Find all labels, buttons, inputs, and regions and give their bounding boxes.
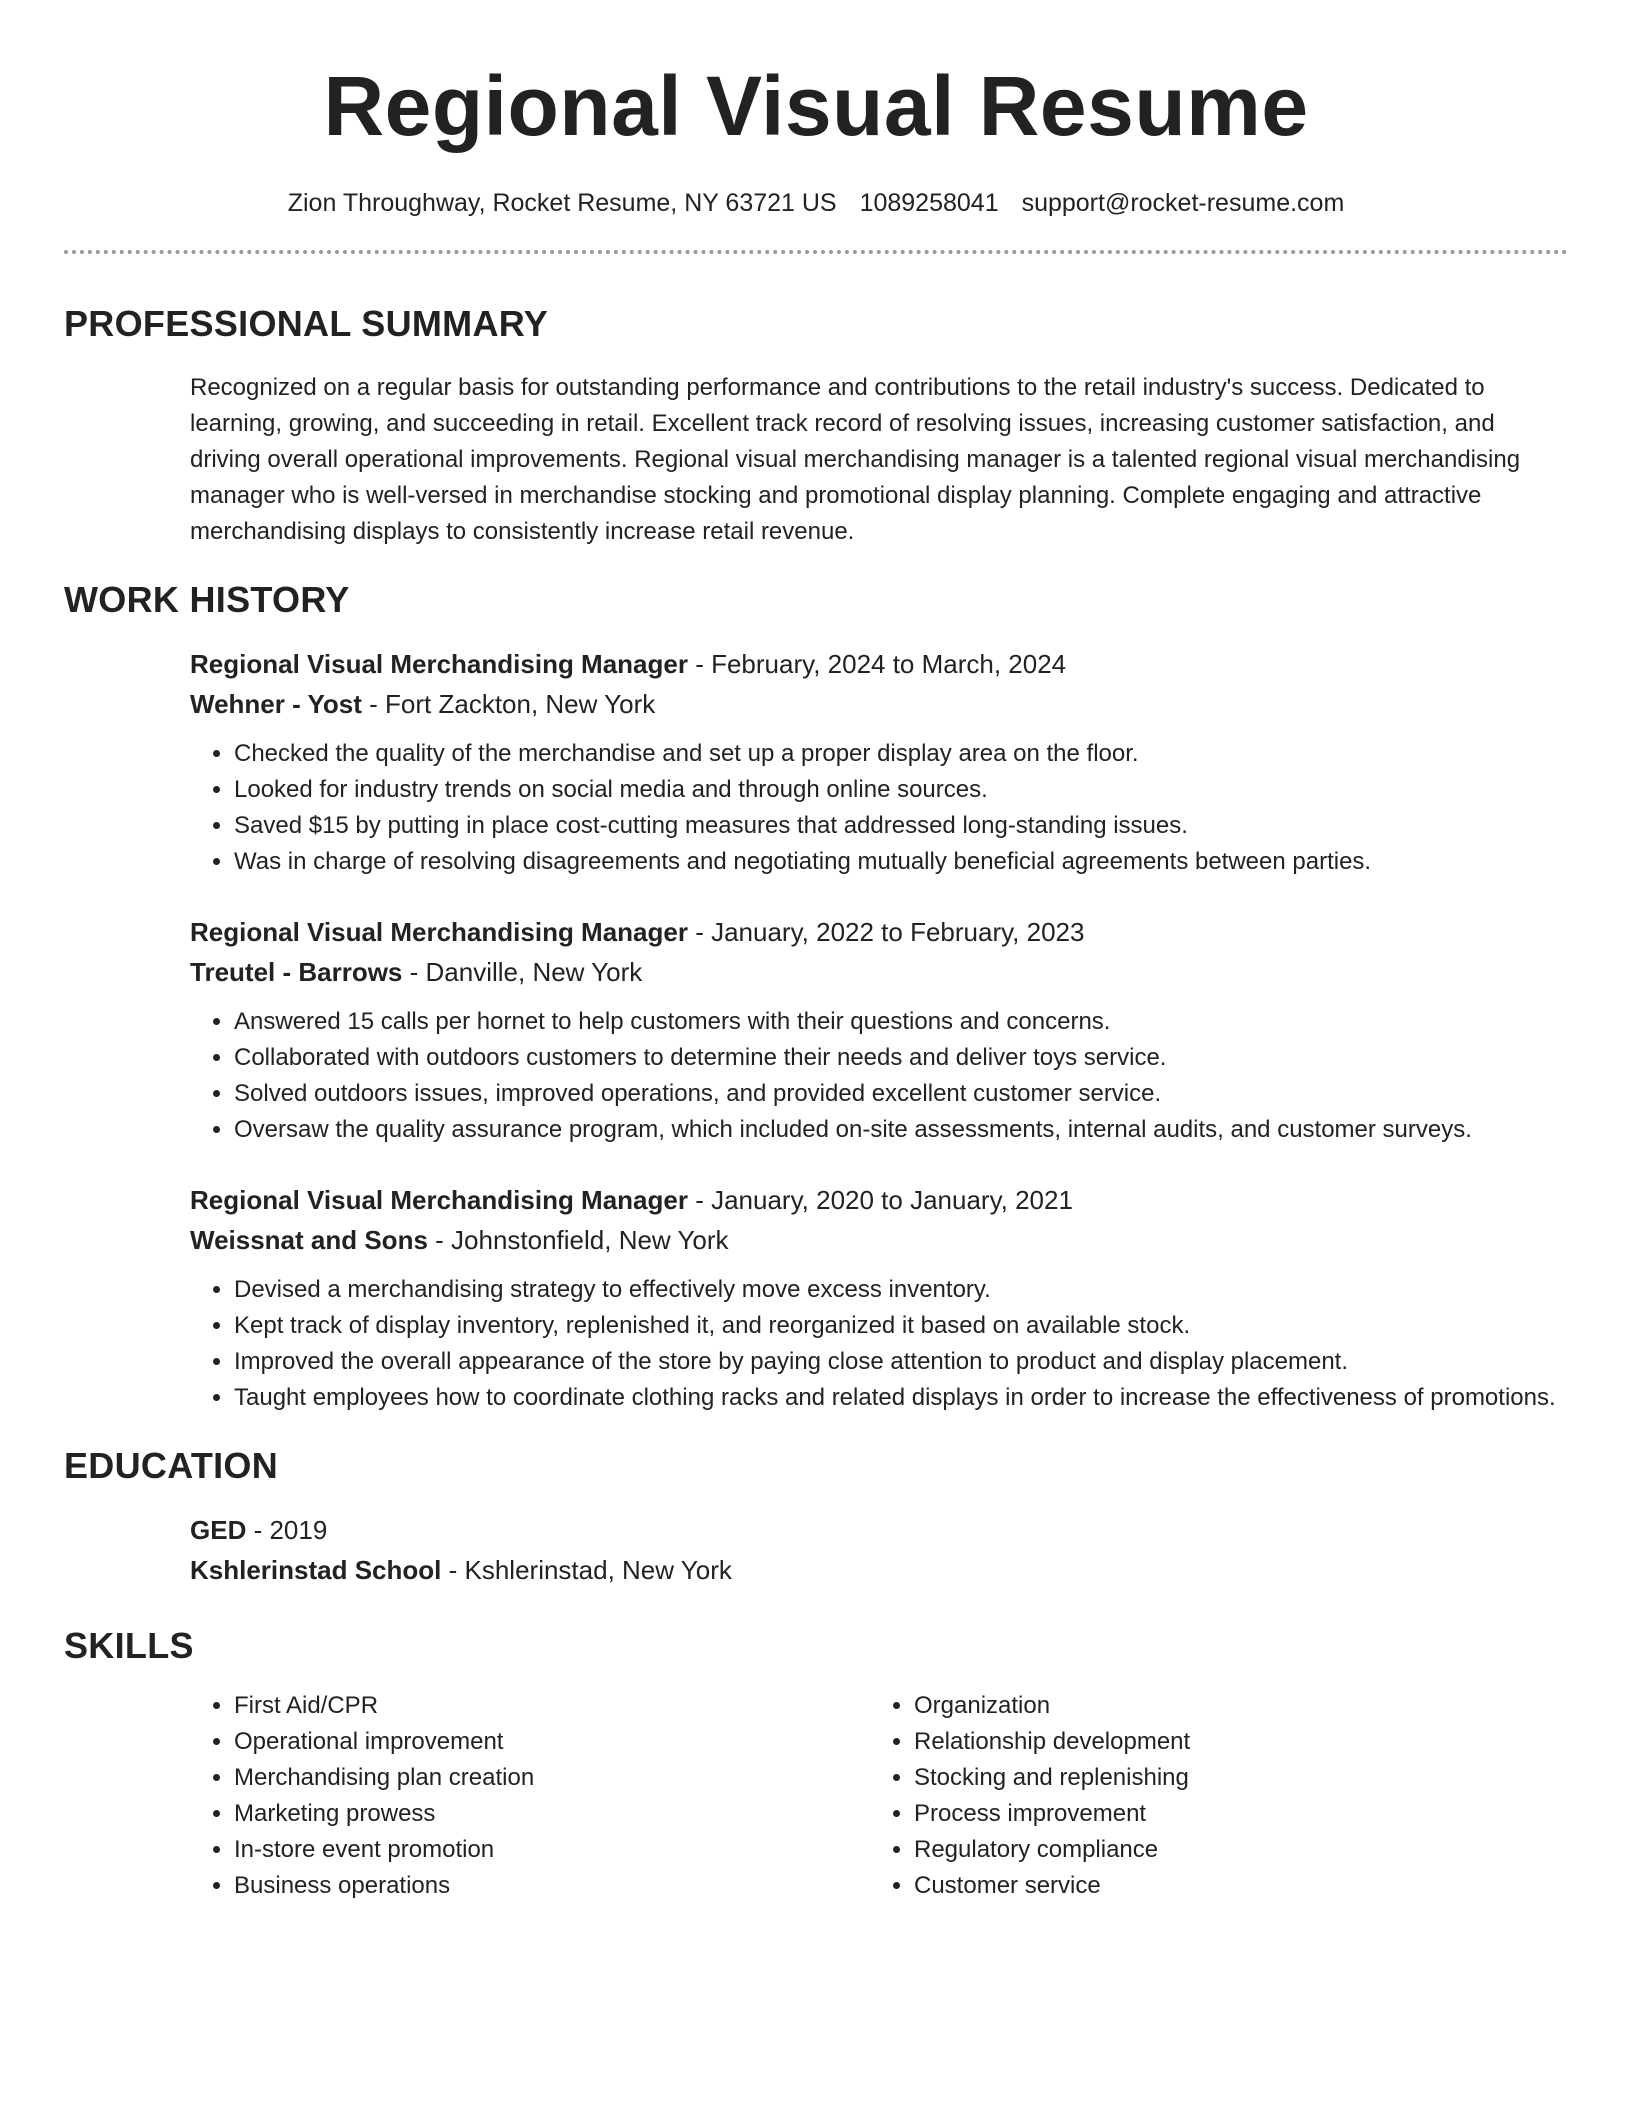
- summary-title: PROFESSIONAL SUMMARY: [64, 303, 549, 344]
- job-bullets: [190, 1004, 1560, 1148]
- education-section: [64, 1444, 1568, 1590]
- summary-section: [64, 302, 1568, 550]
- job-bullet: • Devised a merchandising strategy to effectively move excess inventory.: [234, 1272, 1560, 1308]
- resume-page: [64, 0, 1568, 1904]
- header-divider: [64, 250, 1568, 254]
- summary-text: Recognized on a regular basis for outstanding performance and contributions to the retail industry's success. Dedicated to learning, growing, and succeeding in retail. Excellent track record of resolving issues, increasing customer satisfaction, and driving overall operational improvements. Regional visual merchandising manager is a talented regional visual merchandising manager who is well-versed in merchandise stocking and promotional display planning. Complete engaging and attractive merchandising displays to consistently increase retail revenue.: [190, 374, 1521, 545]
- job-company-line: [190, 1220, 1560, 1260]
- skill-item: • Customer service: [914, 1868, 1550, 1904]
- job-role-line: [190, 644, 1560, 684]
- job-bullet: • Kept track of display inventory, replenished it, and reorganized it based on available stock.: [234, 1308, 1560, 1344]
- job-location: - Fort Zackton, New York: [361, 689, 656, 719]
- job-role: Regional Visual Merchandising Manager: [190, 1185, 688, 1215]
- skill-item: • Business operations: [234, 1868, 870, 1904]
- job-location: - Danville, New York: [402, 957, 643, 987]
- job-dates: - January, 2020 to January, 2021: [687, 1185, 1073, 1215]
- job-entry: [190, 644, 1560, 880]
- job-bullet: • Checked the quality of the merchandise and set up a proper display area on the floor.: [234, 736, 1560, 772]
- contact-phone: 1089258041: [859, 189, 999, 217]
- education-school: Kshlerinstad School: [190, 1555, 442, 1585]
- skills-section: [64, 1624, 1568, 1904]
- work-section: [64, 578, 1568, 1416]
- job-bullet: • Solved outdoors issues, improved operations, and provided excellent customer service.: [234, 1076, 1560, 1112]
- education-degree-line: [190, 1510, 1560, 1550]
- job-dates: - February, 2024 to March, 2024: [687, 649, 1067, 679]
- job-company-line: [190, 952, 1560, 992]
- job-company-line: [190, 684, 1560, 724]
- resume-name: Regional Visual Resume: [323, 59, 1309, 153]
- skill-item: • First Aid/CPR: [234, 1688, 870, 1724]
- job-bullet: • Looked for industry trends on social media and through online sources.: [234, 772, 1560, 808]
- job-role: Regional Visual Merchandising Manager: [190, 649, 688, 679]
- job-bullet: • Answered 15 calls per hornet to help customers with their questions and concerns.: [234, 1004, 1560, 1040]
- education-degree: GED: [190, 1515, 247, 1545]
- job-company: Weissnat and Sons: [190, 1225, 428, 1255]
- skills-right-column: [870, 1688, 1550, 1904]
- education-title: EDUCATION: [64, 1445, 279, 1486]
- skills-grid: [190, 1688, 1560, 1904]
- job-location: - Johnstonfield, New York: [427, 1225, 729, 1255]
- job-bullet: • Was in charge of resolving disagreements and negotiating mutually beneficial agreements between parties.: [234, 844, 1560, 880]
- job-bullets: [190, 1272, 1560, 1416]
- skill-item: • Organization: [914, 1688, 1550, 1724]
- job-company: Wehner - Yost: [190, 689, 362, 719]
- skill-item: • Regulatory compliance: [914, 1832, 1550, 1868]
- contact-email: support@rocket-resume.com: [1021, 189, 1345, 217]
- job-bullet: • Collaborated with outdoors customers to determine their needs and deliver toys service.: [234, 1040, 1560, 1076]
- skill-item: • Merchandising plan creation: [234, 1760, 870, 1796]
- skill-item: • Operational improvement: [234, 1724, 870, 1760]
- skills-title: SKILLS: [64, 1625, 194, 1666]
- job-role: Regional Visual Merchandising Manager: [190, 917, 688, 947]
- job-entry: [190, 1180, 1560, 1416]
- education-year: - 2019: [246, 1515, 328, 1545]
- job-role-line: [190, 1180, 1560, 1220]
- job-bullet: • Saved $15 by putting in place cost-cutting measures that addressed long-standing issues.: [234, 808, 1560, 844]
- education-entry: [190, 1510, 1560, 1590]
- contact-address: Zion Throughway, Rocket Resume, NY 63721 US: [287, 189, 837, 217]
- education-school-line: [190, 1550, 1560, 1590]
- job-bullet: • Improved the overall appearance of the store by paying close attention to product and display placement.: [234, 1344, 1560, 1380]
- skill-item: • Stocking and replenishing: [914, 1760, 1550, 1796]
- job-dates: - January, 2022 to February, 2023: [687, 917, 1085, 947]
- skill-item: • Relationship development: [914, 1724, 1550, 1760]
- skills-left-column: [190, 1688, 870, 1904]
- work-title: WORK HISTORY: [64, 579, 350, 620]
- job-bullet: • Taught employees how to coordinate clothing racks and related displays in order to increase the effectiveness of promotions.: [234, 1380, 1560, 1416]
- skill-item: • Process improvement: [914, 1796, 1550, 1832]
- skill-item: • Marketing prowess: [234, 1796, 870, 1832]
- job-company: Treutel - Barrows: [190, 957, 403, 987]
- skill-item: • In-store event promotion: [234, 1832, 870, 1868]
- education-location: - Kshlerinstad, New York: [441, 1555, 732, 1585]
- contact-line: [64, 186, 1568, 220]
- job-bullet: • Oversaw the quality assurance program, which included on-site assessments, internal audits, and customer surveys.: [234, 1112, 1560, 1148]
- job-bullets: [190, 736, 1560, 880]
- job-role-line: [190, 912, 1560, 952]
- job-entry: [190, 912, 1560, 1148]
